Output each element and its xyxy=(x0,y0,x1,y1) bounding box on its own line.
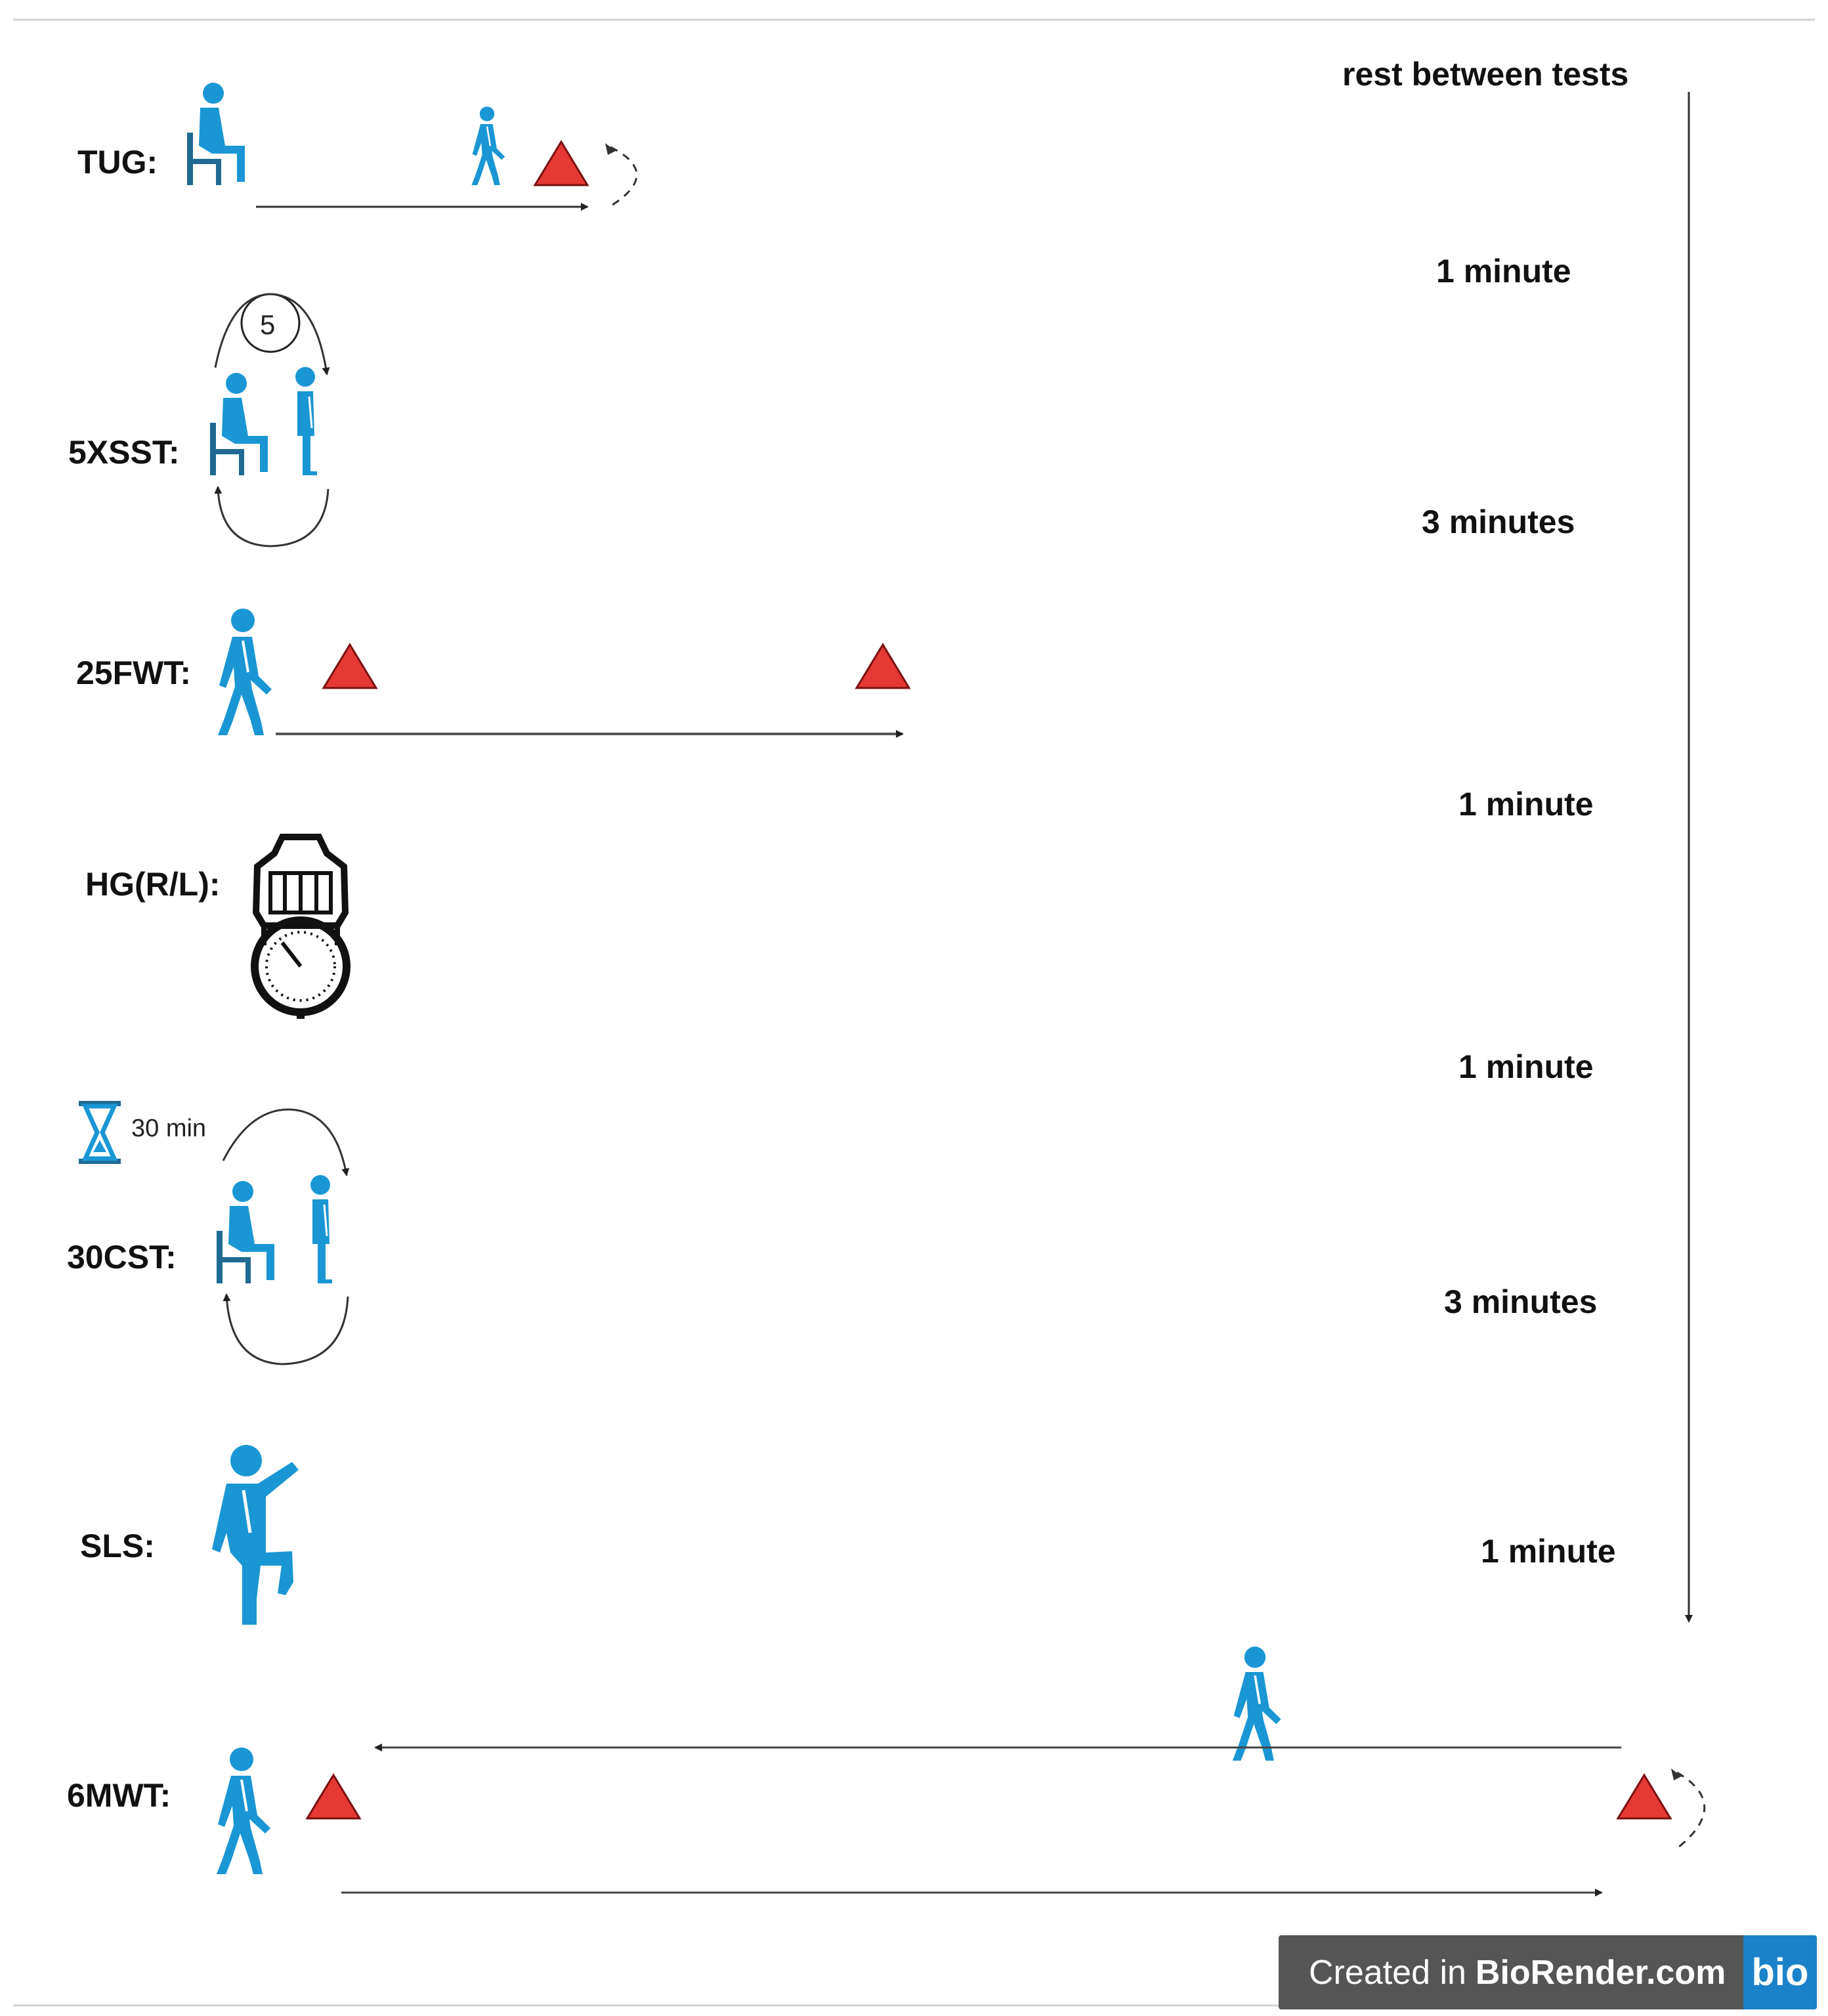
repeat-arrow-bottom xyxy=(226,1295,348,1364)
badge-prefix: Created in xyxy=(1309,1953,1466,1992)
hand-dynamometer-icon xyxy=(255,837,347,1019)
repeat-arrow-top xyxy=(223,1109,347,1175)
walking-person-icon xyxy=(217,1748,270,1874)
end-cone-icon xyxy=(857,645,909,688)
badge-brand: BioRender.com xyxy=(1475,1953,1726,1992)
test-label-sls: SLS: xyxy=(80,1528,155,1564)
walking-person-icon xyxy=(1233,1646,1281,1761)
repeat-count-label: 5 xyxy=(260,309,276,340)
single-leg-stance-person-icon xyxy=(212,1445,299,1625)
standing-person-icon xyxy=(295,367,317,475)
test-label-30cst: 30CST: xyxy=(67,1239,177,1276)
test-label-tug: TUG: xyxy=(77,144,158,181)
turn-around-arrow xyxy=(610,147,637,206)
biorender-logo-icon: bio xyxy=(1743,1935,1817,2009)
walking-person-icon xyxy=(218,609,272,735)
seated-person-icon xyxy=(187,83,245,185)
rest-duration: 3 minutes xyxy=(1422,504,1575,540)
rest-duration: 1 minute xyxy=(1458,786,1594,823)
biorender-badge[interactable] xyxy=(1279,1935,1817,2009)
repeat-arrow-bottom xyxy=(218,487,328,546)
walking-person-icon xyxy=(471,106,505,185)
cone-icon xyxy=(535,142,587,185)
start-cone-icon xyxy=(324,645,376,688)
rest-duration: 1 minute xyxy=(1436,253,1571,290)
end-cone-icon xyxy=(1618,1775,1670,1818)
rest-duration: 1 minute xyxy=(1481,1533,1616,1570)
rest-duration: 1 minute xyxy=(1458,1048,1594,1085)
test-label-5xsst: 5XSST: xyxy=(68,434,180,471)
seated-person-icon xyxy=(217,1181,274,1283)
wait-time-label: 30 min xyxy=(131,1115,207,1142)
test-label-hg: HG(R/L): xyxy=(85,866,221,903)
rest-header: rest between tests xyxy=(1342,56,1629,93)
standing-person-icon xyxy=(310,1175,332,1283)
turn-around-arrow xyxy=(1675,1772,1705,1850)
seated-person-icon xyxy=(210,373,268,475)
test-label-6mwt: 6MWT: xyxy=(67,1777,171,1814)
test-label-25fwt: 25FWT: xyxy=(76,654,191,691)
start-cone-icon xyxy=(307,1775,360,1818)
rest-duration: 3 minutes xyxy=(1444,1283,1598,1320)
hourglass-icon xyxy=(79,1101,121,1164)
